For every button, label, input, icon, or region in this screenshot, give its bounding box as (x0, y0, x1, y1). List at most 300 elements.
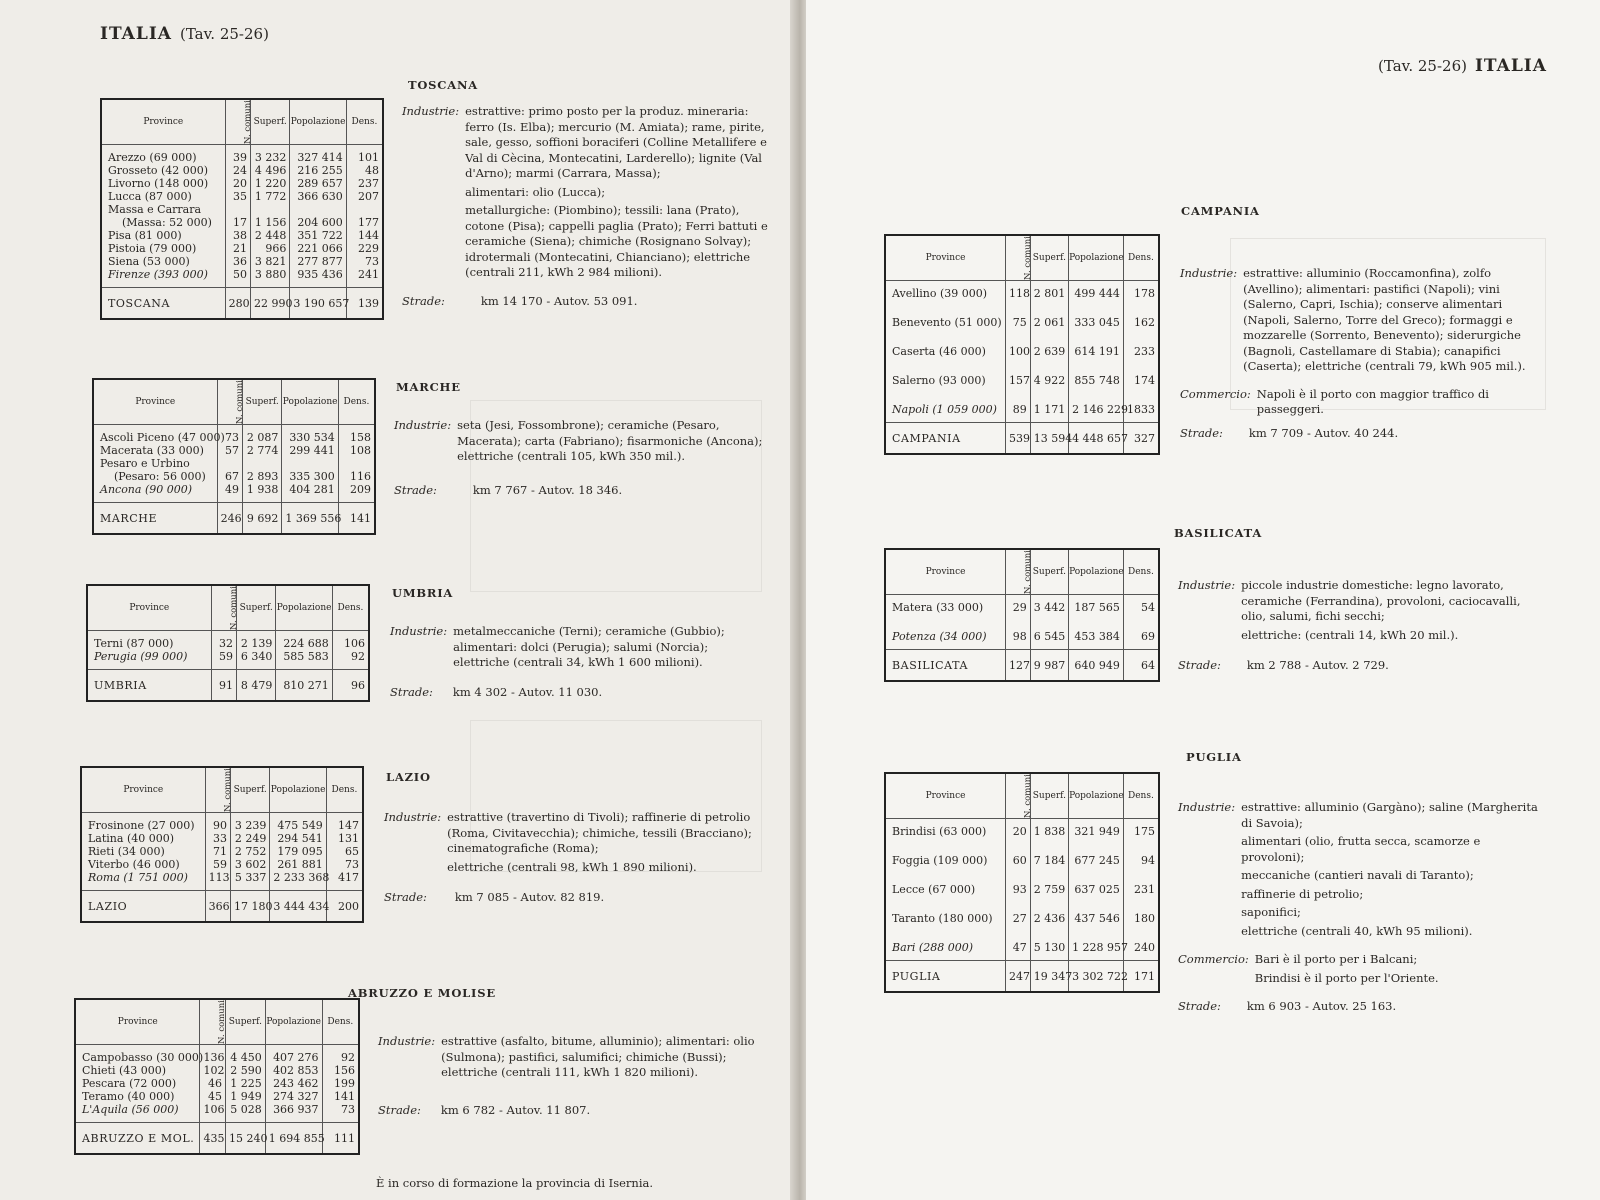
table-cell: Perugia (99 000) (94, 650, 188, 663)
table-cell: 199 (334, 1077, 355, 1090)
table-cell: 2 146 229 (1072, 403, 1129, 416)
table-cell: 2 061 (1033, 316, 1066, 329)
table-cell: 204 600 (297, 216, 343, 229)
table-cell: 1 938 (246, 483, 279, 496)
table-cell: 131 (338, 832, 359, 845)
cells-p (81, 813, 205, 891)
table-total-row (885, 650, 1159, 682)
table-cell: 2 639 (1033, 345, 1066, 358)
region-title-umbria: UMBRIA (392, 586, 454, 600)
table-cell: Benevento (51 000) (892, 316, 1002, 329)
col-n-comuni: N. comuni (217, 379, 242, 425)
table-cell: 1 228 957 (1072, 941, 1129, 954)
total-cell: 1 694 855 (265, 1123, 322, 1155)
col-popolazione: Popolazione (270, 767, 326, 813)
header-country: ITALIA (100, 24, 172, 44)
commercio-text: Brindisi è il porto per l'Oriente. (1254, 970, 1439, 985)
col-dens: Dens. (1123, 235, 1159, 281)
total-cell: 810 271 (276, 670, 332, 702)
table-header-row (101, 99, 383, 145)
strade-text: km 7 709 - Autov. 40 244. (1248, 425, 1399, 440)
right-page (806, 0, 1600, 1200)
table-cell: 2 801 (1033, 287, 1066, 300)
table-cell: 27 (1012, 912, 1027, 925)
table-cell: 243 462 (273, 1077, 319, 1090)
table-cell: 6 340 (240, 650, 273, 663)
table-total-row (885, 961, 1159, 993)
col-superf: Superf. (236, 585, 275, 631)
cells-pop (1069, 819, 1129, 961)
table-header-row (87, 585, 369, 631)
province-table-abruzzo (74, 998, 360, 1155)
table-cell: 1 225 (230, 1077, 262, 1090)
col-superf: Superf. (1030, 549, 1068, 595)
table-cell: 241 (358, 268, 379, 281)
table-cell: L'Aquila (56 000) (82, 1103, 179, 1116)
total-cell: 8 479 (236, 670, 275, 702)
total-cell: 327 (1123, 423, 1159, 455)
col-popolazione: Popolazione (1069, 235, 1124, 281)
cells-p (75, 1045, 204, 1123)
col-popolazione: Popolazione (290, 99, 346, 145)
table-cell: 637 025 (1074, 883, 1120, 896)
cells-pop (276, 631, 332, 670)
table-cell: 2 893 (246, 470, 279, 483)
table-cell: Foggia (109 000) (892, 854, 988, 867)
col-province: Province (75, 999, 200, 1045)
table-cell (293, 203, 342, 216)
table-cell: 330 534 (289, 431, 335, 444)
strade-text: km 6 782 - Autov. 11 807. (440, 1102, 591, 1117)
region-text-umbria (390, 624, 762, 700)
table-cell: 71 (212, 845, 227, 858)
table-cell: 29 (1012, 601, 1027, 614)
table-header-row (75, 999, 359, 1045)
table-cell: 3 239 (234, 819, 267, 832)
industrie-label: Industrie: (384, 810, 442, 824)
total-cell: 247 (1006, 961, 1031, 993)
region-text-lazio (384, 810, 762, 906)
table-cell: 118 (1009, 287, 1031, 300)
table-cell: 157 (1009, 374, 1031, 387)
table-cell: Arezzo (69 000) (108, 151, 197, 164)
table-total-row (87, 670, 369, 702)
col-dens: Dens. (332, 585, 369, 631)
table-cell: 935 436 (297, 268, 343, 281)
province-rows (93, 425, 375, 503)
total-cell: 366 (205, 891, 230, 923)
cells-pop (1069, 281, 1129, 423)
cells-p (101, 145, 225, 288)
industrie-text: estrattive: alluminio (Roccamonfina), zolfo (Avellino); alimentari: pastifici (Napoli); vini (Salerno, Capri, Ischia); conserve alimentari (Napoli, Salerno, Torre del Greco); formaggi e mozzarelle (Sorrento, Benevento); siderurgiche (Bagnoli, Castellamare di Stabia); canapifici (Caserta); elettriche (centrali 79, kWh 905 mil.). (1243, 266, 1526, 373)
table-cell: Livorno (148 000) (108, 177, 209, 190)
strade-text: km 14 170 - Autov. 53 091. (480, 293, 638, 308)
province-table-lazio (80, 766, 364, 923)
strade-text: km 6 903 - Autov. 25 163. (1246, 999, 1397, 1013)
table-cell: 2 087 (246, 431, 279, 444)
table-header-row (885, 773, 1159, 819)
col-superf: Superf. (250, 99, 289, 145)
industrie-text: alimentari (olio, frutta secca, scamorze e provoloni); (1241, 834, 1481, 864)
industrie-label: Industrie: (1178, 800, 1236, 814)
strade-text: km 7 767 - Autov. 18 346. (472, 482, 623, 497)
table-cell: Salerno (93 000) (892, 374, 986, 387)
col-dens: Dens. (1123, 549, 1159, 595)
col-dens: Dens. (322, 999, 359, 1045)
footnote-isernia: È in corso di formazione la provincia di Isernia. (376, 1176, 654, 1190)
table-total-row (75, 1123, 359, 1155)
province-table-toscana (100, 98, 384, 320)
region-text-marche (394, 418, 766, 498)
table-cell: 69 (1141, 630, 1155, 643)
table-cell: 7 184 (1033, 854, 1066, 867)
table-cell: 1 838 (1033, 825, 1066, 838)
cells-s (226, 1045, 266, 1123)
table-cell: 240 (1134, 941, 1155, 954)
col-dens: Dens. (338, 379, 375, 425)
strade-label: Strade: (1178, 658, 1221, 672)
table-cell: 73 (224, 431, 239, 444)
table-cell: 54 (1141, 601, 1155, 614)
cells-s (242, 425, 281, 503)
table-cell: 5 130 (1033, 941, 1066, 954)
col-popolazione: Popolazione (1069, 773, 1124, 819)
table-cell: 2 774 (246, 444, 279, 457)
page-header-left (100, 24, 277, 44)
table-cell: 966 (265, 242, 287, 255)
total-cell: 9 987 (1030, 650, 1068, 682)
total-cell: 64 (1123, 650, 1159, 682)
table-cell: 60 (1012, 854, 1027, 867)
table-cell: Frosinone (27 000) (88, 819, 195, 832)
cells-p (885, 281, 1006, 423)
total-cell: TOSCANA (101, 288, 225, 320)
table-cell: Pescara (72 000) (82, 1077, 177, 1090)
table-cell: 5 028 (230, 1103, 262, 1116)
table-cell: 147 (338, 819, 359, 832)
table-cell: 180 (1134, 912, 1155, 925)
table-cell: Lecce (67 000) (892, 883, 976, 896)
region-title-lazio: LAZIO (386, 770, 431, 784)
table-cell: Chieti (43 000) (82, 1064, 167, 1077)
table-cell: 20 (1012, 825, 1027, 838)
total-cell: 91 (211, 670, 236, 702)
table-cell: 585 583 (283, 650, 329, 663)
commercio-text: Napoli è il porto con maggior traffico di passeggeri. (1256, 386, 1489, 416)
table-cell: 233 (1134, 345, 1155, 358)
cells-s (1030, 281, 1068, 423)
industrie-label: Industrie: (402, 104, 460, 118)
strade-label: Strade: (394, 482, 437, 497)
col-n-comuni: N. comuni (200, 999, 226, 1045)
cells-s (236, 631, 275, 670)
cells-n (1006, 595, 1031, 650)
region-text-toscana (402, 104, 772, 309)
table-cell: 49 (224, 483, 239, 496)
table-cell: 366 937 (273, 1103, 319, 1116)
cells-n (1006, 281, 1031, 423)
table-header-row (81, 767, 363, 813)
table-cell: Lucca (87 000) (108, 190, 192, 203)
province-table-campania (884, 234, 1160, 455)
table-cell (285, 457, 334, 470)
col-province: Province (885, 773, 1006, 819)
table-cell: 1 772 (254, 190, 287, 203)
table-cell: 4 450 (230, 1051, 262, 1064)
industrie-text: seta (Jesi, Fossombrone); ceramiche (Pesaro, Macerata); carta (Fabriano); fisarmoniche (Ancona); elettriche (centrali 105, kWh 350 mil.). (457, 418, 763, 463)
total-cell: 539 (1006, 423, 1031, 455)
table-header-row (885, 235, 1159, 281)
table-cell: Avellino (39 000) (892, 287, 988, 300)
table-cell: 855 748 (1074, 374, 1120, 387)
col-province: Province (885, 235, 1006, 281)
cells-p (87, 631, 211, 670)
page-header-right (1370, 56, 1547, 76)
table-cell: 21 (232, 242, 247, 255)
table-cell: 224 688 (283, 637, 329, 650)
table-total-row (101, 288, 383, 320)
province-rows (81, 813, 363, 891)
province-table-basilicata (884, 548, 1160, 682)
cells-pop (265, 1045, 322, 1123)
table-cell: 57 (224, 444, 239, 457)
col-dens: Dens. (326, 767, 363, 813)
col-popolazione: Popolazione (282, 379, 338, 425)
strade-text: km 7 085 - Autov. 82 819. (454, 890, 605, 904)
table-cell: Roma (1 751 000) (88, 871, 188, 884)
col-superf: Superf. (1030, 773, 1068, 819)
table-cell: 3 442 (1033, 601, 1066, 614)
col-n-comuni: N. comuni (1006, 773, 1031, 819)
commercio-label: Commercio: (1178, 952, 1249, 966)
province-table-umbria (86, 584, 370, 702)
industrie-text: estrattive (travertino di Tivoli); raffinerie di petrolio (Roma, Civitavecchia); chimiche, tessili (Bracciano); cinematografiche (Roma); (447, 810, 752, 855)
cells-d (332, 631, 369, 670)
total-cell: 127 (1006, 650, 1031, 682)
industrie-text: raffinerie di petrolio; (1241, 886, 1364, 901)
table-cell: 108 (350, 444, 371, 457)
region-text-basilicata (1178, 578, 1544, 674)
table-cell: Matera (33 000) (892, 601, 984, 614)
cells-d (1123, 595, 1159, 650)
total-cell: 19 347 (1030, 961, 1068, 993)
table-cell: 2 436 (1033, 912, 1066, 925)
total-cell: PUGLIA (885, 961, 1006, 993)
table-cell: 2 759 (1033, 883, 1066, 896)
total-cell: 17 180 (230, 891, 269, 923)
table-cell: 65 (345, 845, 359, 858)
table-cell: 32 (218, 637, 233, 650)
cells-d (1123, 819, 1159, 961)
table-total-row (885, 423, 1159, 455)
table-cell: Campobasso (30 000) (82, 1051, 204, 1064)
table-cell: 33 (212, 832, 227, 845)
table-cell: 4 922 (1033, 374, 1066, 387)
total-cell: 9 692 (242, 503, 281, 535)
table-total-row (93, 503, 375, 535)
table-cell: 261 881 (277, 858, 323, 871)
cells-p (885, 819, 1006, 961)
table-cell: 178 (1134, 287, 1155, 300)
province-table-puglia (884, 772, 1160, 993)
total-cell: 280 (225, 288, 250, 320)
cells-d (346, 145, 383, 288)
table-cell: 75 (1012, 316, 1027, 329)
cells-d (1123, 281, 1159, 423)
table-cell (221, 457, 239, 470)
table-cell: 2 590 (230, 1064, 262, 1077)
cells-n (211, 631, 236, 670)
table-cell: Rieti (34 000) (88, 845, 165, 858)
table-cell: 321 949 (1074, 825, 1120, 838)
table-cell: Caserta (46 000) (892, 345, 986, 358)
cells-n (1006, 819, 1031, 961)
table-cell: 73 (345, 858, 359, 871)
table-cell: 6 545 (1033, 630, 1066, 643)
industrie-label: Industrie: (394, 418, 452, 432)
table-cell: Firenze (393 000) (108, 268, 208, 281)
cells-s (230, 813, 269, 891)
cells-n (225, 145, 250, 288)
table-cell: 216 255 (297, 164, 343, 177)
cells-p (93, 425, 225, 503)
industrie-label: Industrie: (1178, 578, 1236, 592)
table-total-row (81, 891, 363, 923)
table-cell: 1 220 (254, 177, 287, 190)
strade-label: Strade: (384, 890, 427, 904)
cells-n (205, 813, 230, 891)
strade-text: km 4 302 - Autov. 11 030. (452, 684, 603, 699)
strade-text: km 2 788 - Autov. 2 729. (1246, 658, 1389, 672)
table-cell: 59 (212, 858, 227, 871)
table-cell: (Pesaro: 56 000) (114, 470, 206, 483)
table-cell: 1 156 (254, 216, 287, 229)
table-cell: 231 (1134, 883, 1155, 896)
table-cell: 39 (232, 151, 247, 164)
cells-n (200, 1045, 226, 1123)
province-rows (101, 145, 383, 288)
total-cell: ABRUZZO E MOL. (75, 1123, 200, 1155)
total-cell: 22 990 (250, 288, 289, 320)
table-cell: Ancona (90 000) (100, 483, 193, 496)
table-cell: 209 (350, 483, 371, 496)
table-cell: 1 171 (1033, 403, 1066, 416)
total-cell: MARCHE (93, 503, 217, 535)
table-cell: 106 (344, 637, 365, 650)
table-cell: 1833 (1127, 403, 1155, 416)
table-cell: 113 (208, 871, 230, 884)
industrie-text: elettriche (centrali 40, kWh 95 milioni). (1241, 923, 1473, 938)
table-cell: 158 (350, 431, 371, 444)
total-cell: 111 (322, 1123, 359, 1155)
table-cell: 45 (208, 1090, 223, 1103)
table-cell: 94 (1141, 854, 1155, 867)
strade-label: Strade: (390, 684, 433, 699)
table-cell: 35 (232, 190, 247, 203)
table-cell: 4 496 (254, 164, 287, 177)
col-province: Province (885, 549, 1006, 595)
cells-d (322, 1045, 359, 1123)
region-text-puglia (1178, 800, 1544, 1015)
cells-s (250, 145, 289, 288)
table-cell: 102 (203, 1064, 225, 1077)
col-n-comuni: N. comuni (211, 585, 236, 631)
province-table-marche (92, 378, 376, 535)
region-title-marche: MARCHE (396, 380, 461, 394)
total-cell: CAMPANIA (885, 423, 1006, 455)
industrie-text: metalmeccaniche (Terni); ceramiche (Gubbio); alimentari: dolci (Perugia); salumi (Norcia); elettriche (centrali 34, kWh 1 600 milioni). (453, 624, 725, 669)
table-cell: 174 (1134, 374, 1155, 387)
region-title-basilicata: BASILICATA (1174, 526, 1263, 540)
table-cell: 207 (358, 190, 379, 203)
table-cell: 5 337 (234, 871, 267, 884)
table-cell: 73 (341, 1103, 355, 1116)
total-cell: 3 444 434 (270, 891, 326, 923)
strade-label: Strade: (378, 1102, 421, 1117)
total-cell: 139 (346, 288, 383, 320)
cells-d (338, 425, 375, 503)
table-cell: 437 546 (1074, 912, 1120, 925)
industrie-text: estrattive (asfalto, bitume, alluminio); alimentari: olio (Sulmona); pastifici, salumifici; chimiche (Bussi); elettriche (centrali 111, kWh 1 820 milioni). (441, 1034, 755, 1079)
table-cell: 144 (358, 229, 379, 242)
table-cell: Viterbo (46 000) (88, 858, 180, 871)
total-cell: BASILICATA (885, 650, 1006, 682)
total-cell: 15 240 (226, 1123, 266, 1155)
table-header-row (93, 379, 375, 425)
table-cell (342, 457, 371, 470)
table-cell: 1 949 (230, 1090, 262, 1103)
table-cell: 38 (232, 229, 247, 242)
header-tav: (Tav. 25-26) (1378, 57, 1467, 75)
col-superf: Superf. (1030, 235, 1068, 281)
table-cell: (Massa: 52 000) (122, 216, 212, 229)
commercio-label: Commercio: (1180, 386, 1251, 401)
region-title-toscana: TOSCANA (408, 78, 478, 92)
table-cell: 46 (208, 1077, 223, 1090)
cells-d (326, 813, 363, 891)
industrie-text: elettriche (centrali 98, kWh 1 890 milioni). (447, 859, 697, 874)
table-cell: 2 139 (240, 637, 273, 650)
total-cell: 4 448 657 (1069, 423, 1124, 455)
table-cell: 92 (341, 1051, 355, 1064)
province-rows (75, 1045, 359, 1123)
province-rows (885, 819, 1159, 961)
table-cell: 175 (1134, 825, 1155, 838)
total-cell: 246 (217, 503, 242, 535)
col-dens: Dens. (346, 99, 383, 145)
table-cell: Grosseto (42 000) (108, 164, 209, 177)
table-cell: 404 281 (289, 483, 335, 496)
region-title-puglia: PUGLIA (1186, 750, 1242, 764)
table-cell: 229 (358, 242, 379, 255)
table-cell: Napoli (1 059 000) (892, 403, 997, 416)
table-cell: 47 (1012, 941, 1027, 954)
table-cell: 92 (351, 650, 365, 663)
col-province: Province (93, 379, 217, 425)
table-cell: 3 880 (254, 268, 287, 281)
total-cell: 3 190 657 (290, 288, 346, 320)
table-cell: Potenza (34 000) (892, 630, 987, 643)
industrie-text: saponifici; (1241, 905, 1301, 919)
col-popolazione: Popolazione (1069, 549, 1124, 595)
table-cell: 67 (224, 470, 239, 483)
table-cell: Massa e Carrara (108, 203, 202, 216)
total-cell: 200 (326, 891, 363, 923)
table-cell: 187 565 (1074, 601, 1120, 614)
table-cell: Taranto (180 000) (892, 912, 993, 925)
cells-pop (290, 145, 346, 288)
cells-s (1030, 819, 1068, 961)
